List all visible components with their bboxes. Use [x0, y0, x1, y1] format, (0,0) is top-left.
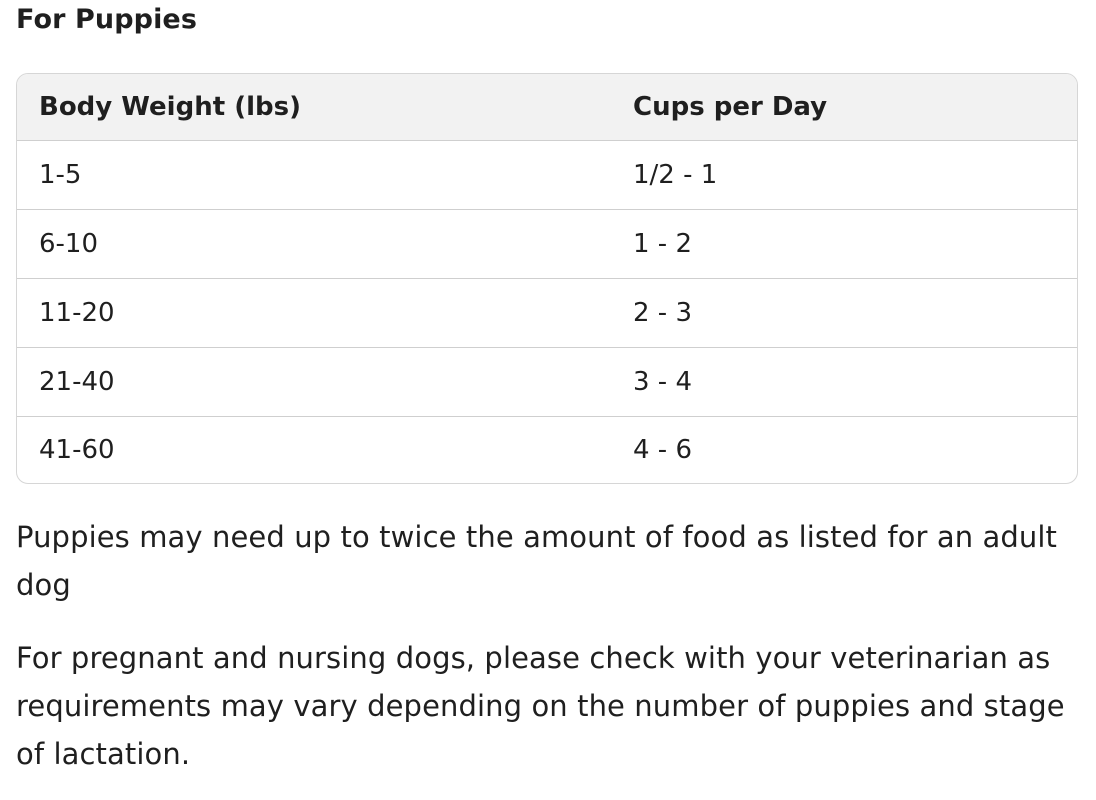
cups-cell: 3 - 4 [611, 348, 1077, 417]
content [16, 0, 1078, 778]
weight-cell: 11-20 [17, 279, 611, 348]
column-header-cups-per-day: Cups per Day [611, 74, 1077, 141]
table-row [17, 141, 1077, 210]
cups-cell: 4 - 6 [633, 435, 692, 465]
section-title: For Puppies [16, 4, 198, 35]
table-row [17, 210, 1077, 279]
table-body [17, 141, 1077, 484]
feeding-table-container [16, 73, 1078, 484]
weight-cell: 6-10 [17, 210, 611, 279]
column-header-body-weight: Body Weight (lbs) [17, 74, 611, 141]
puppy-note-paragraph: Puppies may need up to twice the amount of food as listed for an adult dog [16, 520, 1058, 602]
table-row [17, 279, 1077, 348]
table-row [17, 348, 1077, 417]
table-header [17, 74, 1077, 141]
weight-cell: 1-5 [17, 141, 611, 210]
feeding-table [17, 74, 1077, 483]
pregnant-nursing-note-paragraph: For pregnant and nursing dogs, please check with your veterinarian as requirements may vary depending on the number of puppies and stage of lactation. [16, 641, 1065, 771]
cups-cell: 2 - 3 [611, 279, 1077, 348]
weight-cell: 21-40 [17, 348, 611, 417]
cups-cell: 1/2 - 1 [611, 141, 1077, 210]
weight-cell: 41-60 [39, 435, 115, 465]
cups-cell: 1 - 2 [611, 210, 1077, 279]
header-row [17, 74, 1077, 141]
table-row [17, 417, 1077, 484]
